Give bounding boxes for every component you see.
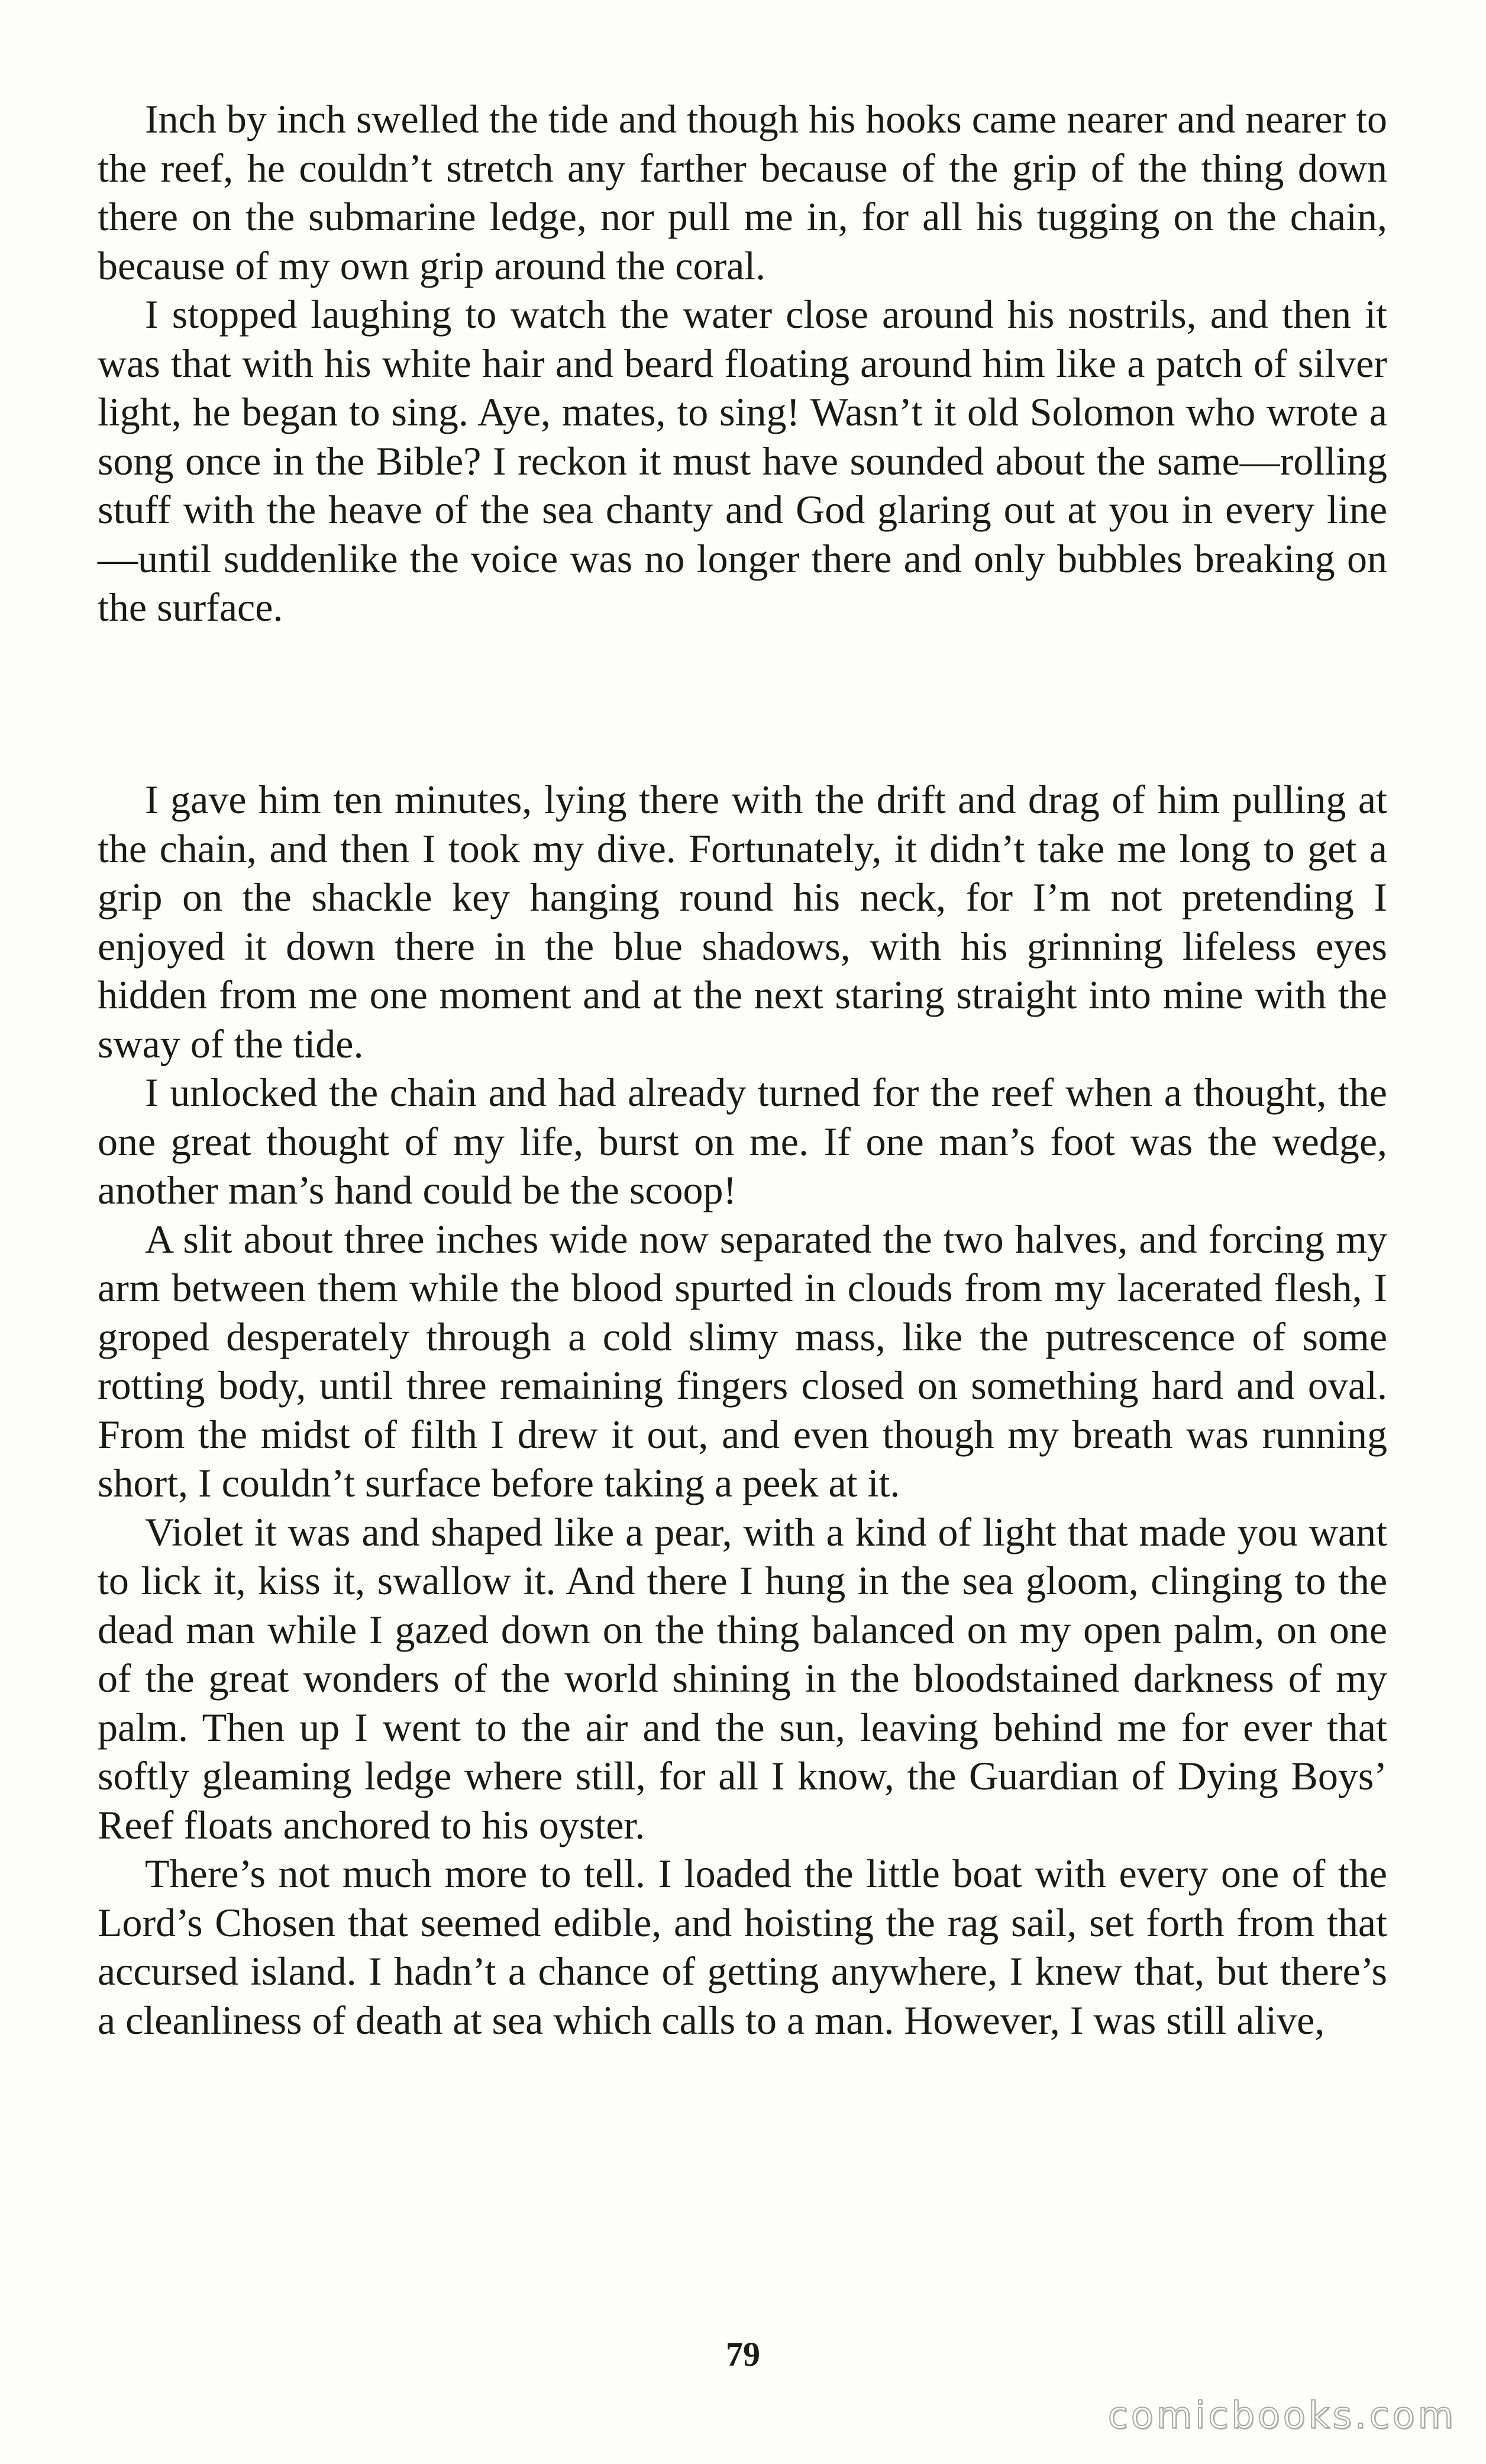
paragraph: I gave him ten minutes, lying there with the drift and drag of him pulling at the chain, and then I took my dive. Fortunately, it didn’t take me long to get a grip on the shackle key hanging round his neck, for I’m not pretending I enjoyed it down there in the blue shadows, with his grinning lifeless eyes hidden from me one moment and at the next staring straight into mine with the sway of the tide.	[98, 777, 1387, 1066]
text-section-2	[98, 775, 1387, 2044]
paragraph: A slit about three inches wide now separated the two halves, and forcing my arm between them while the blood spurted in clouds from my lacerated flesh, I groped desperately through a cold slimy mass, like the putrescence of some rotting body, until three remaining fingers closed on something hard and oval. From the midst of filth I drew it out, and even though my breath was running short, I couldn’t surface before taking a peek at it.	[98, 1216, 1387, 1505]
paragraph: I unlocked the chain and had already turned for the reef when a thought, the one great thought of my life, burst on me. If one man’s foot was the wedge, another man’s hand could be the scoop!	[98, 1070, 1387, 1212]
paragraph: There’s not much more to tell. I loaded the little boat with every one of the Lord’s Chosen that seemed edible, and hoisting the rag sail, set forth from that accursed island. I hadn’t a chance of getting anywhere, I knew that, but there’s a cleanliness of death at sea which calls to a man. However, I was still alive,	[98, 1851, 1387, 2043]
paragraph: Violet it was and shaped like a pear, with a kind of light that made you want to lick it, kiss it, swallow it. And there I hung in the sea gloom, clinging to the dead man while I gazed down on the thing balanced on my open palm, on one of the great wonders of the world shining in the bloodstained darkness of my palm. Then up I went to the air and the sun, leaving behind me for ever that softly gleaming ledge where still, for all I know, the Guardian of Dying Boys’ Reef floats anchored to his oyster.	[98, 1509, 1387, 1847]
text-section-1	[98, 95, 1387, 632]
paragraph: Inch by inch swelled the tide and though his hooks came nearer and nearer to the reef, he couldn’t stretch any farther because of the grip of the thing down there on the submarine ledge, nor pull me in, for all his tugging on the chain, because of my own grip around the coral.	[98, 96, 1387, 288]
site-watermark: comicbooks.com	[1107, 2394, 1456, 2437]
page-number: 79	[726, 2335, 760, 2373]
paragraph: I stopped laughing to watch the water close around his nostrils, and then it was that with his white hair and beard floating around him like a patch of silver light, he began to sing. Aye, mates, to sing! Wasn’t it old Solomon who wrote a song once in the Bible? I reckon it must have sounded about the same—rolling stuff with the heave of the sea chanty and God glaring out at you in every line—until suddenlike the voice was no longer there and only bubbles breaking on the surface.	[98, 292, 1387, 630]
